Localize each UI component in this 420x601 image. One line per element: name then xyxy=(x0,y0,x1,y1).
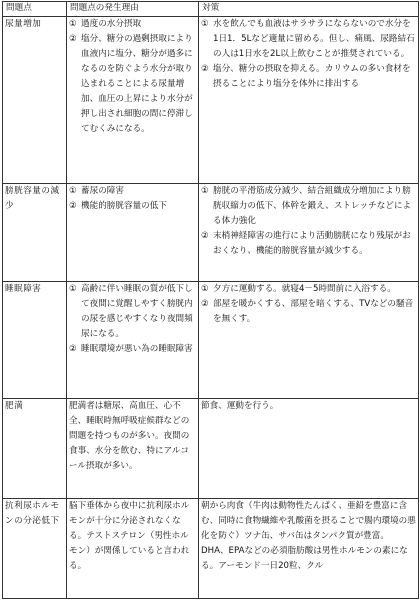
item-text: 末梢神経障害の進行により活動膀胱になり残尿がおおくなり、機能的膀胱容量が減少する。 xyxy=(213,231,411,256)
action-item xyxy=(201,184,416,229)
item-number: ① xyxy=(69,19,77,29)
item-number: ① xyxy=(201,186,209,196)
cell-text: 節食、運動を行う。 xyxy=(201,401,279,411)
item-text: 水を飲んでも血液はサラサラにならないので水分を1日1．5Lなど適量に留める。但し、痛風、尿路結石の人は1日水を2L以上飲むことが推奨されている。 xyxy=(213,19,415,59)
header-action: 対策 xyxy=(199,2,419,17)
table-row xyxy=(3,499,419,599)
reason-item xyxy=(69,199,196,214)
item-number: ① xyxy=(201,19,209,29)
item-number: ② xyxy=(69,344,77,354)
item-text: 過度の水分摂取 xyxy=(81,19,142,29)
action-item xyxy=(201,282,416,297)
table-row xyxy=(3,282,419,399)
item-text: 睡眠環境が悪い為の睡眠障害 xyxy=(81,344,193,354)
item-number: ② xyxy=(201,64,209,74)
action-cell xyxy=(199,184,419,282)
countermeasure-table xyxy=(2,1,419,599)
reason-item xyxy=(69,32,196,137)
table-row xyxy=(3,184,419,282)
item-number: ② xyxy=(69,201,77,211)
action-cell xyxy=(199,399,419,499)
item-text: 夕方に運動する。就寝4－5時間前に入浴する。 xyxy=(213,284,396,294)
table-row xyxy=(3,399,419,499)
item-text: 塩分、糖分の過剰摂取により血液内に塩分、糖分が過多になるのを防ぐよう水分が取り込まれることによる尿量増加、血圧の上昇により水分が押し出され細胞の間に停滞してむくみになる。 xyxy=(81,34,193,134)
action-cell xyxy=(199,17,419,184)
header-issue: 問題点 xyxy=(3,2,67,17)
action-item xyxy=(201,62,416,92)
issue-cell: 抗利尿ホルモンの分泌低下 xyxy=(3,499,67,599)
issue-cell: 尿量増加 xyxy=(3,17,67,184)
reason-item xyxy=(69,282,196,342)
item-number: ① xyxy=(69,284,77,294)
item-number: ② xyxy=(201,231,209,241)
issue-cell: 睡眠障害 xyxy=(3,282,67,399)
reason-item xyxy=(69,17,196,32)
item-text: 塩分、糖分の摂取を抑える。カリウムの多い食材を摂ることにより塩分を体外に排出する xyxy=(213,64,411,89)
reason-item xyxy=(69,184,196,199)
cell-text: 朝から肉食（牛肉は動物性たんぱく、亜鉛を豊富に含む、同時に食物繊維や乳酸菌を摂ることで腸内環境の悪化を防ぐ）ツナ缶、サバ缶はタンパク質が豊富。DHA、EPAなどの必須脂肪酸は男性ホルモンの素になる。アーモンド一日20粒、クル xyxy=(201,501,416,571)
reason-cell xyxy=(67,282,199,399)
action-item xyxy=(201,17,416,62)
item-number: ② xyxy=(69,34,77,44)
table-header-row xyxy=(3,2,419,17)
action-cell xyxy=(199,282,419,399)
item-text: 部屋を暖かくする、部屋を暗くする、TVなどの騒音を無くす。 xyxy=(213,299,414,324)
reason-cell xyxy=(67,499,199,599)
item-text: 高齢に伴い睡眠の質が低下して夜間に覚醒しやすく膀胱内の尿を感じやすくなり夜間頻尿になる。 xyxy=(81,284,193,339)
item-number: ① xyxy=(69,186,77,196)
cell-text: 肥満者は糖尿、高血圧、心不全、睡眠時無呼吸症候群などの問題を持つものが多い。夜間の食事、水分を飲む、特にアルコール摂取が多い。 xyxy=(69,401,190,471)
cell-text: 脳下垂体から夜中に抗利尿ホルモンが十分に分泌されなくなる。テストステロン（男性ホルモン）が関係していると言われる。 xyxy=(69,501,190,571)
item-text: 膀胱の平滑筋成分減少、結合組織成分増加により膀胱収縮力の低下、体幹を鍛え、ストレッチなどによる体力強化 xyxy=(213,186,412,226)
issue-cell: 膀胱容量の減少 xyxy=(3,184,67,282)
item-number: ① xyxy=(201,284,209,294)
reason-cell xyxy=(67,17,199,184)
reason-cell xyxy=(67,399,199,499)
item-text: 機能的膀胱容量の低下 xyxy=(81,201,167,211)
item-text: 蓄尿の障害 xyxy=(81,186,124,196)
reason-item xyxy=(69,342,196,357)
reason-cell xyxy=(67,184,199,282)
table-row xyxy=(3,17,419,184)
issue-cell: 肥満 xyxy=(3,399,67,499)
action-cell xyxy=(199,499,419,599)
item-number: ② xyxy=(201,299,209,309)
header-reason: 問題点の発生理由 xyxy=(67,2,199,17)
action-item xyxy=(201,297,416,327)
action-item xyxy=(201,229,416,259)
